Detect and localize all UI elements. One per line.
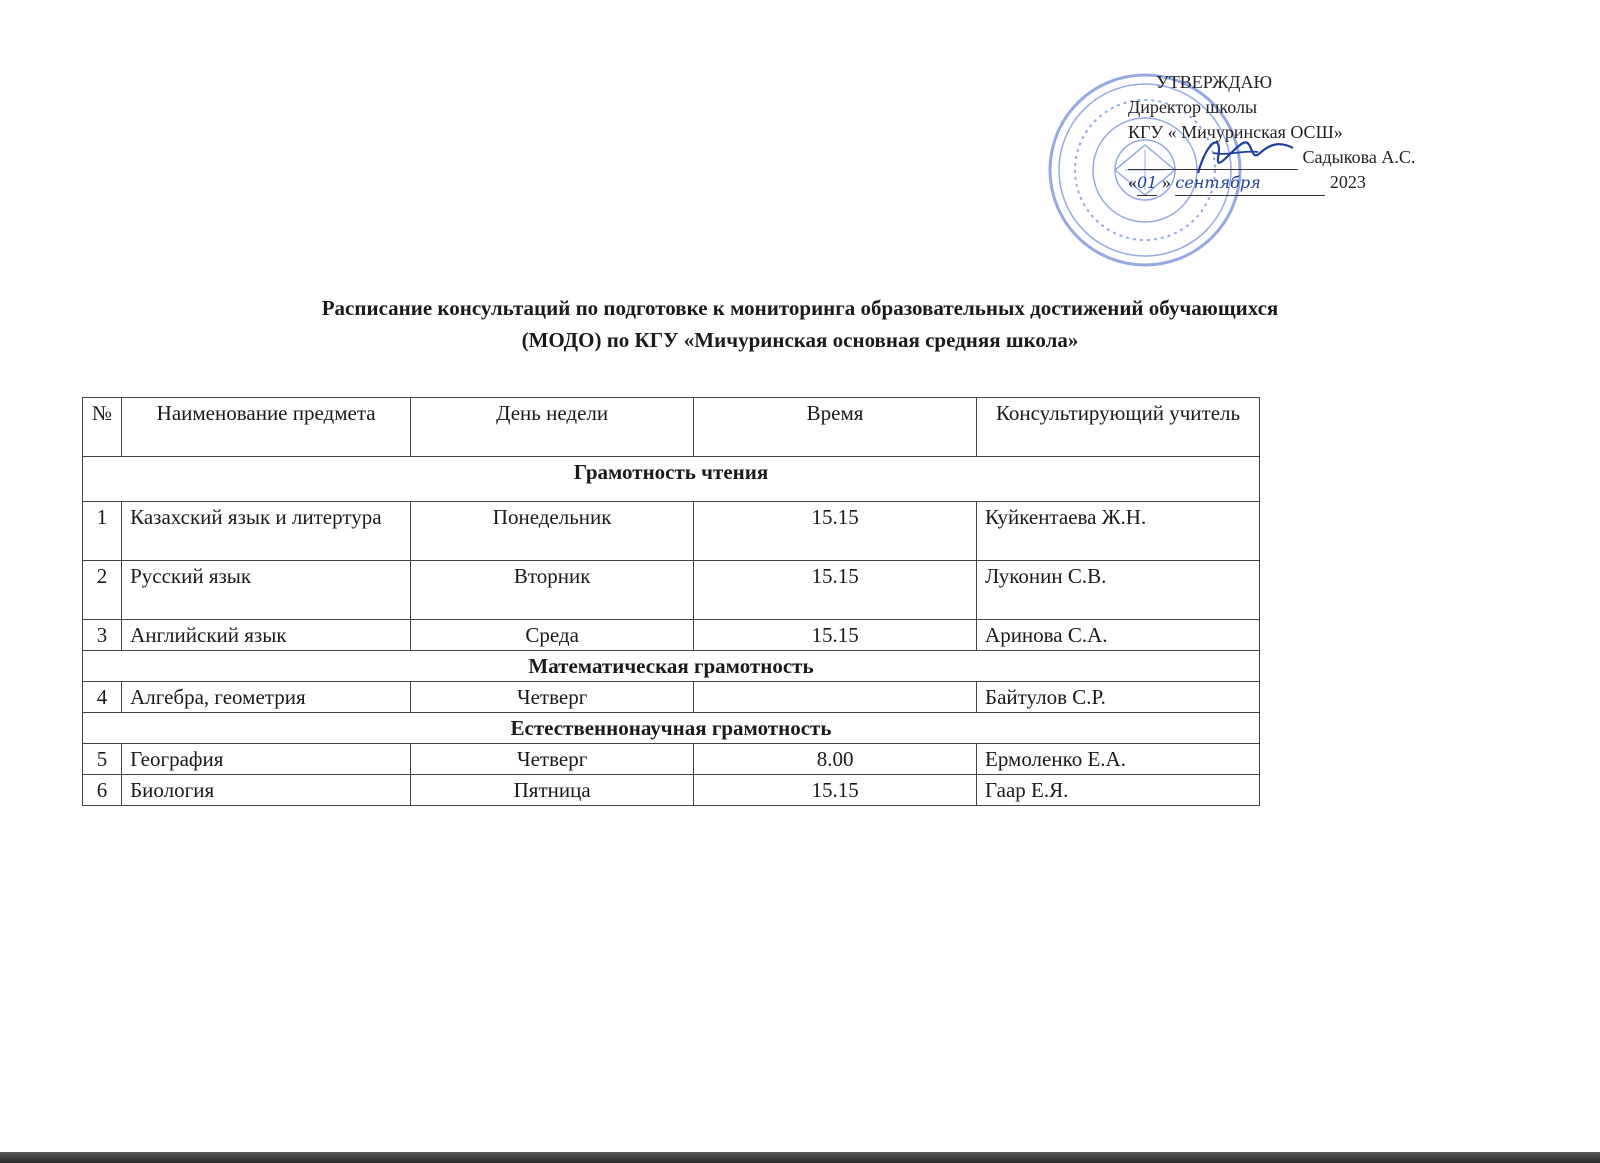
table-row xyxy=(83,502,1260,561)
row-day: Среда xyxy=(411,620,694,651)
section-row xyxy=(83,713,1260,744)
signature-underline xyxy=(1128,151,1298,170)
schedule-table xyxy=(82,397,1260,806)
date-month: сентября xyxy=(1175,170,1325,196)
row-day: Четверг xyxy=(411,744,694,775)
date-close-quote: » xyxy=(1161,172,1171,192)
date-day: 01 xyxy=(1137,170,1157,196)
section-title: Грамотность чтения xyxy=(83,457,1260,502)
table-header-row xyxy=(83,398,1260,457)
title-line-1: Расписание консультаций по подготовке к мониторинга образовательных достижений обучающихся xyxy=(321,296,1279,320)
title-line-2: (МОДО) по КГУ «Мичуринская основная средняя школа» xyxy=(521,328,1079,352)
row-number: 5 xyxy=(83,744,122,775)
table-row xyxy=(83,744,1260,775)
table-row xyxy=(83,620,1260,651)
section-title: Математическая грамотность xyxy=(83,651,1260,682)
approval-heading: УТВЕРЖДАЮ xyxy=(1156,72,1273,92)
section-title: Естественнонаучная грамотность xyxy=(83,713,1260,744)
section-row xyxy=(83,457,1260,502)
row-number: 3 xyxy=(83,620,122,651)
row-teacher: Куйкентаева Ж.Н. xyxy=(977,502,1260,561)
row-subject: Русский язык xyxy=(122,561,411,620)
row-subject: Алгебра, геометрия xyxy=(122,682,411,713)
table-row xyxy=(83,775,1260,806)
header-time: Время xyxy=(694,398,977,457)
row-teacher: Байтулов С.Р. xyxy=(977,682,1260,713)
row-subject: Биология xyxy=(122,775,411,806)
table-row xyxy=(83,561,1260,620)
row-number: 4 xyxy=(83,682,122,713)
header-teacher: Консультирующий учитель xyxy=(977,398,1260,457)
date-open-quote: « xyxy=(1128,172,1137,192)
row-teacher: Аринова С.А. xyxy=(977,620,1260,651)
table-row xyxy=(83,682,1260,713)
row-number: 1 xyxy=(83,502,122,561)
scan-edge-bar xyxy=(0,1152,1600,1163)
row-subject: География xyxy=(122,744,411,775)
row-number: 6 xyxy=(83,775,122,806)
approval-signatory: Садыкова А.С. xyxy=(1302,147,1416,167)
section-row xyxy=(83,651,1260,682)
row-time: 8.00 xyxy=(694,744,977,775)
approval-block xyxy=(1128,70,1428,192)
row-day: Вторник xyxy=(411,561,694,620)
row-time xyxy=(694,682,977,713)
row-day: Пятница xyxy=(411,775,694,806)
approval-date xyxy=(1128,170,1366,196)
row-subject: Английский язык xyxy=(122,620,411,651)
page-title xyxy=(0,292,1600,356)
row-number: 2 xyxy=(83,561,122,620)
row-teacher: Гаар Е.Я. xyxy=(977,775,1260,806)
row-teacher: Луконин С.В. xyxy=(977,561,1260,620)
row-day: Четверг xyxy=(411,682,694,713)
header-number: № xyxy=(83,398,122,457)
approval-position: Директор школы xyxy=(1128,97,1258,117)
row-time: 15.15 xyxy=(694,561,977,620)
approval-organization: КГУ « Мичуринская ОСШ» xyxy=(1128,122,1343,142)
signature-line xyxy=(1128,145,1418,170)
row-teacher: Ермоленко Е.А. xyxy=(977,744,1260,775)
header-subject: Наименование предмета xyxy=(122,398,411,457)
date-year: 2023 xyxy=(1329,172,1366,192)
row-time: 15.15 xyxy=(694,620,977,651)
row-day: Понедельник xyxy=(411,502,694,561)
header-day: День недели xyxy=(411,398,694,457)
row-subject: Казахский язык и литертура xyxy=(122,502,411,561)
row-time: 15.15 xyxy=(694,775,977,806)
row-time: 15.15 xyxy=(694,502,977,561)
